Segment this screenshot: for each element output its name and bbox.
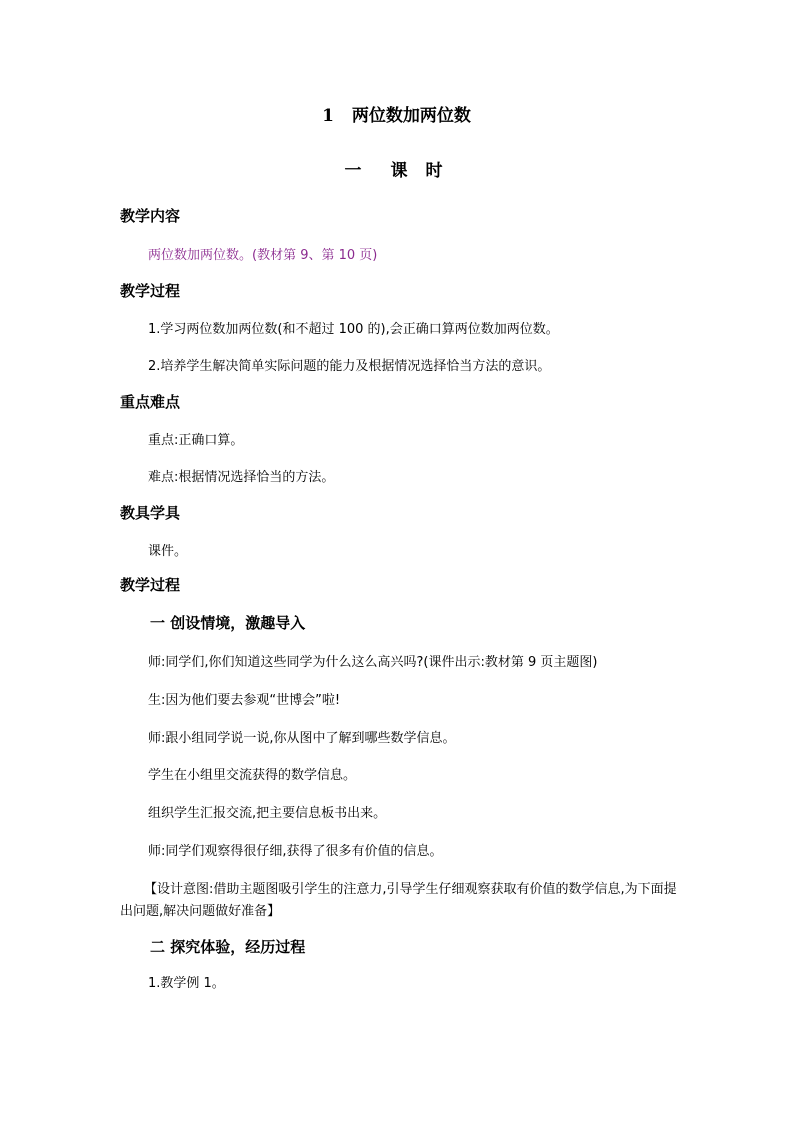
section-heading-tools: 教具学具 [120, 504, 181, 522]
part1-line: 师:跟小组同学说一说,你从图中了解到哪些数学信息。 [148, 731, 456, 746]
part1-line: 学生在小组里交流获得的数学信息。 [148, 768, 357, 783]
lesson-subtitle: 一 课 时 [344, 161, 449, 181]
difficult-point: 难点:根据情况选择恰当的方法。 [148, 470, 335, 485]
document-title [0, 108, 793, 125]
tools-text: 课件。 [148, 544, 188, 559]
section-heading-key-points: 重点难点 [120, 393, 181, 411]
content-text: 两位数加两位数。(教材第 9、第 10 页) [148, 248, 378, 263]
process-item-2: 2.培养学生解决简单实际问题的能力及根据情况选择恰当方法的意识。 [148, 359, 551, 374]
design-note-text: 【设计意图:借助主题图吸引学生的注意力,引导学生仔细观察获取有价值的数学信息,为下面提出问题,解决问题做好准备】 [120, 882, 677, 919]
process-item-1: 1.学习两位数加两位数(和不超过 100 的),会正确口算两位数加两位数。 [148, 322, 559, 337]
section-heading-process-1: 教学过程 [120, 282, 181, 300]
design-note [120, 879, 680, 923]
part1-heading: 一 创设情境，激趣导入 [150, 614, 306, 632]
part2-heading: 二 探究体验，经历过程 [150, 938, 306, 956]
part1-line: 生:因为他们要去参观“世博会”啦! [148, 693, 341, 708]
title-text: 两位数加两位数 [351, 106, 471, 126]
title-number: 1 [322, 106, 334, 126]
section-heading-content: 教学内容 [120, 207, 181, 225]
part2-line: 1.教学例 1。 [148, 976, 225, 991]
part1-line: 师:同学们,你们知道这些同学为什么这么高兴吗?(课件出示:教材第 9 页主题图) [148, 655, 598, 670]
key-point: 重点:正确口算。 [148, 433, 244, 448]
part1-line: 师:同学们观察得很仔细,获得了很多有价值的信息。 [148, 844, 443, 859]
section-heading-process-2: 教学过程 [120, 576, 181, 594]
part1-line: 组织学生汇报交流,把主要信息板书出来。 [148, 806, 387, 821]
